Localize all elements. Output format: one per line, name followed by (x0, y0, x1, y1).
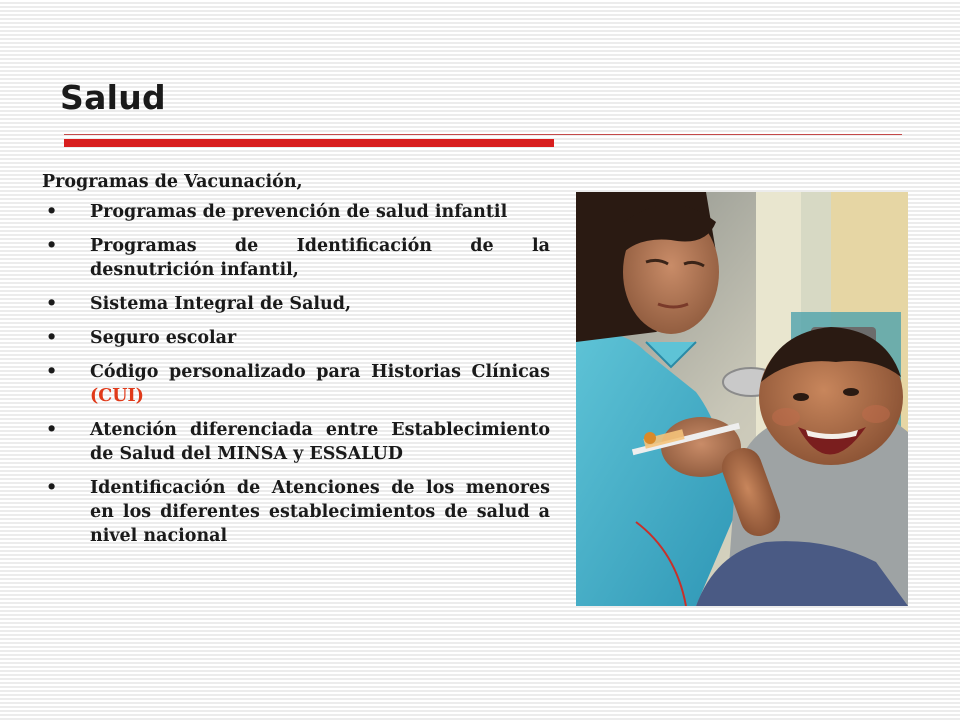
intro-text: Programas de Vacunación, (42, 172, 303, 192)
bullet-dot-icon: • (46, 294, 58, 314)
bullet-dot-icon: • (46, 328, 58, 348)
bullet-dot-icon: • (46, 420, 58, 440)
bullet-list (42, 200, 550, 548)
slide-title: Salud (60, 78, 166, 117)
vaccination-photo (576, 192, 908, 606)
bullet-text: Atención diferenciada entre Establecimiento de Salud del MINSA y ESSALUD (90, 420, 550, 464)
bullet-item (42, 476, 550, 548)
bullet-item (42, 292, 550, 316)
bullet-text: Código personalizado para Historias Clínicas (90, 362, 550, 382)
photo-illustration (576, 192, 908, 606)
cui-highlight: (CUI) (90, 386, 144, 406)
bullet-text: Programas de prevención de salud infantil (90, 202, 508, 222)
bullet-item (42, 234, 550, 282)
slide-body (42, 170, 550, 558)
bullet-dot-icon: • (46, 362, 58, 382)
bullet-dot-icon: • (46, 202, 58, 222)
bullet-text: Seguro escolar (90, 328, 237, 348)
bullet-text: Identificación de Atenciones de los menores en los diferentes establecimientos de salud a nivel nacional (90, 478, 550, 546)
bullet-item (42, 418, 550, 466)
title-underline-thin (64, 134, 902, 135)
title-underline-thick (64, 139, 554, 147)
bullet-dot-icon: • (46, 236, 58, 256)
bullet-item (42, 326, 550, 350)
bullet-item (42, 200, 550, 224)
bullet-dot-icon: • (46, 478, 58, 498)
bullet-text: Programas de Identificación de la desnutrición infantil, (90, 236, 550, 280)
bullet-text: Sistema Integral de Salud, (90, 294, 352, 314)
bullet-item (42, 360, 550, 408)
